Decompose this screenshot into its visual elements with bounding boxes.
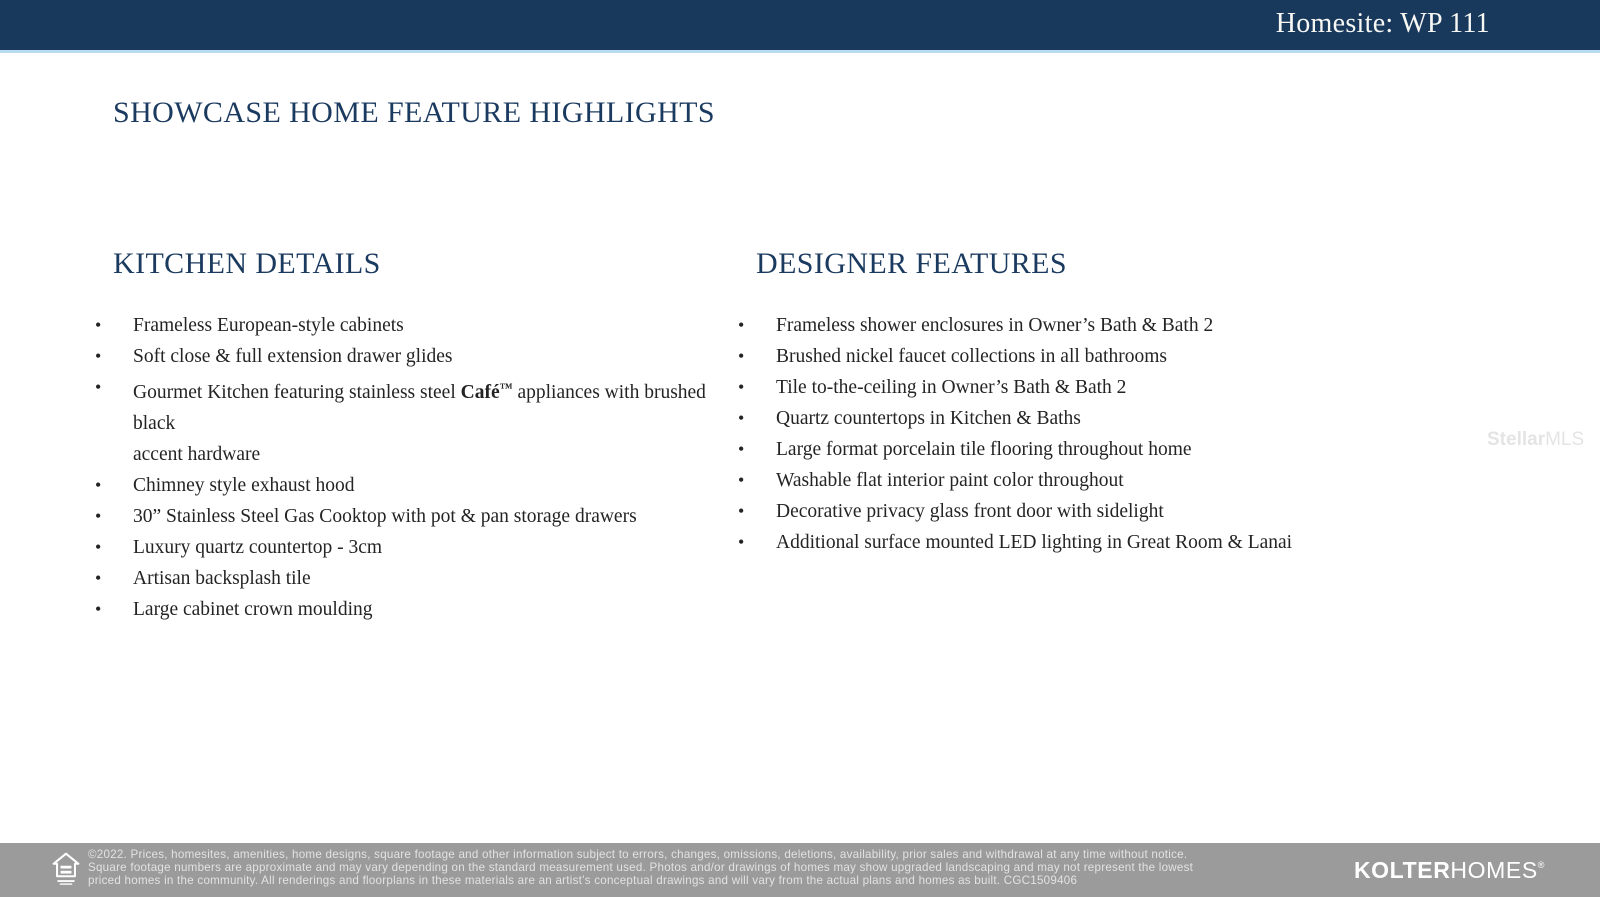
list-item: [735, 527, 1355, 558]
bullet-icon: •: [738, 346, 745, 366]
feature-text: Large format porcelain tile flooring throughout home: [776, 439, 1192, 460]
feature-text: Chimney style exhaust hood: [133, 475, 355, 496]
bullet-icon: •: [738, 501, 745, 521]
watermark-text: MLS: [1545, 429, 1585, 450]
bullet-icon: •: [95, 475, 102, 495]
bullet-icon: •: [738, 408, 745, 428]
bullet-icon: •: [95, 315, 102, 335]
trademark-symbol: ™: [499, 380, 513, 395]
watermark-text: Stellar: [1487, 429, 1546, 450]
bullet-icon: •: [95, 599, 102, 619]
feature-text: Washable flat interior paint color throughout: [776, 470, 1124, 491]
list-item: [92, 372, 727, 470]
bullet-icon: •: [95, 506, 102, 526]
feature-text: Gourmet Kitchen featuring stainless steel: [133, 382, 461, 403]
kitchen-details-section: [92, 247, 727, 625]
disclaimer-line-2: Square footage numbers are approximate and may vary depending on the standard measurement used. Photos and/or drawings of homes may show upgraded landscaping and may not represent the lowest: [88, 860, 1194, 874]
bullet-icon: •: [738, 377, 745, 397]
list-item: [735, 434, 1355, 465]
bullet-icon: •: [95, 568, 102, 588]
feature-text: 30” Stainless Steel Gas Cooktop with pot & pan storage drawers: [133, 506, 637, 527]
page-title: SHOWCASE HOME FEATURE HIGHLIGHTS: [113, 96, 715, 129]
bullet-icon: •: [95, 537, 102, 557]
bullet-icon: •: [95, 377, 102, 397]
logo-text-homes: HOMES: [1450, 857, 1538, 883]
feature-text: Tile to-the-ceiling in Owner’s Bath & Bath 2: [776, 377, 1127, 398]
feature-text: Quartz countertops in Kitchen & Baths: [776, 408, 1081, 429]
list-item: [92, 501, 727, 532]
list-item: [92, 532, 727, 563]
disclaimer-line-3: priced homes in the community. All renderings and floorplans in these materials are an artist’s conceptual drawings and will vary from the actual plans and homes as built. CGC1509406: [88, 873, 1078, 887]
disclaimer-line-1: ©2022. Prices, homesites, amenities, home designs, square footage and other information subject to errors, changes, omissions, deletions, availability, prior sales and withdrawal at any time without notice.: [88, 848, 1188, 861]
list-item: [735, 496, 1355, 527]
logo-text-kolter: KOLTER: [1353, 857, 1451, 883]
designer-feature-list: [735, 310, 1355, 558]
bullet-icon: •: [738, 315, 745, 335]
list-item: [735, 465, 1355, 496]
list-item: [735, 341, 1355, 372]
registered-mark: ®: [1537, 860, 1545, 870]
list-item: [92, 563, 727, 594]
top-navy-bar: [0, 0, 1600, 53]
list-item: [92, 310, 727, 341]
stellar-mls-watermark: [1487, 429, 1584, 451]
feature-text: Frameless European-style cabinets: [133, 315, 404, 336]
kitchen-details-heading: KITCHEN DETAILS: [113, 247, 381, 280]
kolter-homes-logo: [1354, 857, 1545, 884]
feature-text-wrap: accent hardware: [133, 444, 261, 465]
feature-text: Brushed nickel faucet collections in all bathrooms: [776, 346, 1167, 367]
bullet-icon: •: [738, 439, 745, 459]
feature-text: Large cabinet crown moulding: [133, 599, 373, 620]
list-item: [735, 403, 1355, 434]
feature-text: Soft close & full extension drawer glides: [133, 346, 453, 367]
list-item: [735, 372, 1355, 403]
brand-name: Café: [460, 382, 500, 403]
bullet-icon: •: [738, 470, 745, 490]
kitchen-feature-list: [92, 310, 727, 625]
feature-text: Frameless shower enclosures in Owner’s Bath & Bath 2: [776, 315, 1214, 336]
list-item: [92, 470, 727, 501]
homesite-label: Homesite: WP 111: [1275, 8, 1490, 39]
equal-housing-opportunity-icon: [52, 852, 80, 893]
feature-text: Luxury quartz countertop - 3cm: [133, 537, 383, 558]
footer-bar: [0, 843, 1600, 897]
feature-text: appliances with brushed black: [133, 382, 706, 434]
list-item: [92, 341, 727, 372]
legal-disclaimer: [88, 849, 1193, 888]
bullet-icon: •: [738, 532, 745, 552]
designer-features-heading: DESIGNER FEATURES: [756, 247, 1067, 280]
designer-features-section: [735, 247, 1355, 558]
list-item: [735, 310, 1355, 341]
bullet-icon: •: [95, 346, 102, 366]
feature-text: Artisan backsplash tile: [133, 568, 311, 589]
list-item: [92, 594, 727, 625]
feature-text: Decorative privacy glass front door with sidelight: [776, 501, 1164, 522]
feature-text: Additional surface mounted LED lighting in Great Room & Lanai: [776, 532, 1293, 553]
